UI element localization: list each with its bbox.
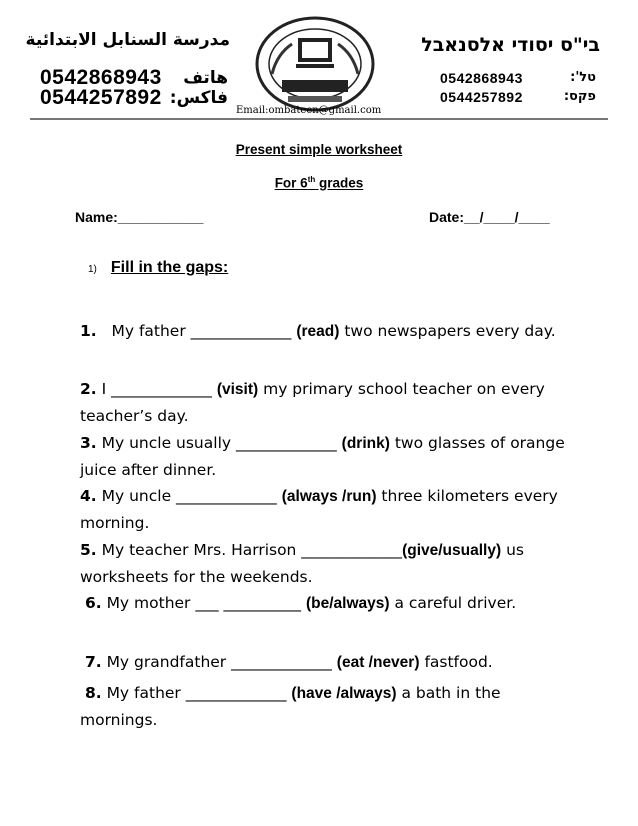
subtitle-prefix: For 6 bbox=[274, 175, 308, 191]
question-text: My grandfather _____________ bbox=[106, 653, 332, 671]
question-verb: (visit) bbox=[216, 381, 259, 398]
hebrew-fax: 0544257892 bbox=[440, 89, 523, 105]
question-rest: two glasses of orange juice after dinner. bbox=[80, 434, 565, 479]
question-number: 1. bbox=[80, 322, 97, 340]
section-heading bbox=[88, 257, 228, 277]
question-number: 6. bbox=[84, 594, 102, 612]
school-logo bbox=[242, 14, 388, 114]
section-title: Fill in the gaps: bbox=[110, 259, 229, 276]
question-4 bbox=[80, 483, 580, 537]
question-6 bbox=[80, 590, 580, 617]
email: Email:ombateen@gmail.com bbox=[236, 105, 382, 116]
subtitle-sup: th bbox=[307, 175, 316, 184]
question-3 bbox=[80, 430, 580, 484]
worksheet-subtitle bbox=[0, 175, 638, 191]
question-text: My uncle _____________ bbox=[101, 487, 277, 505]
worksheet-title: Present simple worksheet bbox=[235, 142, 403, 157]
question-rest: fastfood. bbox=[424, 653, 493, 671]
question-verb: (always /run) bbox=[281, 488, 377, 505]
question-8 bbox=[80, 680, 580, 734]
question-number: 2. bbox=[80, 380, 97, 398]
question-verb: (be/always) bbox=[305, 595, 390, 612]
question-text: My mother ___ __________ bbox=[106, 594, 302, 612]
question-number: 5. bbox=[80, 541, 97, 559]
hebrew-school-name: בי"ס יסודי אלסנאבל bbox=[421, 34, 600, 56]
subtitle-suffix: grades bbox=[315, 175, 364, 191]
section-number: 1) bbox=[88, 264, 97, 275]
arabic-fax: 0544257892 bbox=[40, 86, 162, 109]
question-rest: three kilometers every morning. bbox=[80, 487, 558, 532]
question-number: 8. bbox=[84, 684, 102, 702]
question-text: My father _____________ bbox=[111, 322, 292, 340]
header-divider bbox=[30, 118, 608, 120]
hebrew-fax-label: פקס: bbox=[563, 89, 596, 104]
question-rest: a bath in the mornings. bbox=[80, 684, 501, 729]
arabic-phone-label: هاتف bbox=[183, 68, 228, 88]
question-rest: a careful driver. bbox=[394, 594, 517, 612]
name-field: Name:___________ bbox=[75, 209, 204, 225]
question-7 bbox=[80, 649, 580, 676]
hebrew-phone: 0542868943 bbox=[440, 70, 523, 86]
arabic-phone: 0542868943 bbox=[40, 66, 162, 89]
question-2 bbox=[80, 376, 580, 430]
question-number: 7. bbox=[84, 653, 102, 671]
question-number: 3. bbox=[80, 434, 97, 452]
question-verb: (give/usually) bbox=[402, 542, 502, 559]
question-verb: (drink) bbox=[341, 435, 390, 452]
question-text: My uncle usually _____________ bbox=[101, 434, 337, 452]
arabic-fax-label: فاكس: bbox=[169, 88, 228, 108]
question-verb: (have /always) bbox=[291, 685, 397, 702]
question-text: My father _____________ bbox=[106, 684, 287, 702]
hebrew-phone-label: טל': bbox=[570, 70, 596, 85]
question-number: 4. bbox=[80, 487, 97, 505]
question-verb: (eat /never) bbox=[336, 654, 420, 671]
date-field: Date:__/____/____ bbox=[429, 209, 550, 225]
question-text: I _____________ bbox=[101, 380, 212, 398]
question-rest: us worksheets for the weekends. bbox=[80, 541, 524, 586]
question-verb: (read) bbox=[296, 323, 340, 340]
question-rest: two newspapers every day. bbox=[344, 322, 556, 340]
question-rest: my primary school teacher on every teacher’s day. bbox=[80, 380, 545, 425]
question-text: My teacher Mrs. Harrison _____________ bbox=[101, 541, 403, 559]
question-5 bbox=[80, 537, 580, 591]
question-1 bbox=[80, 318, 580, 345]
arabic-school-name: مدرسة السنابل الابتدائية bbox=[25, 30, 230, 50]
